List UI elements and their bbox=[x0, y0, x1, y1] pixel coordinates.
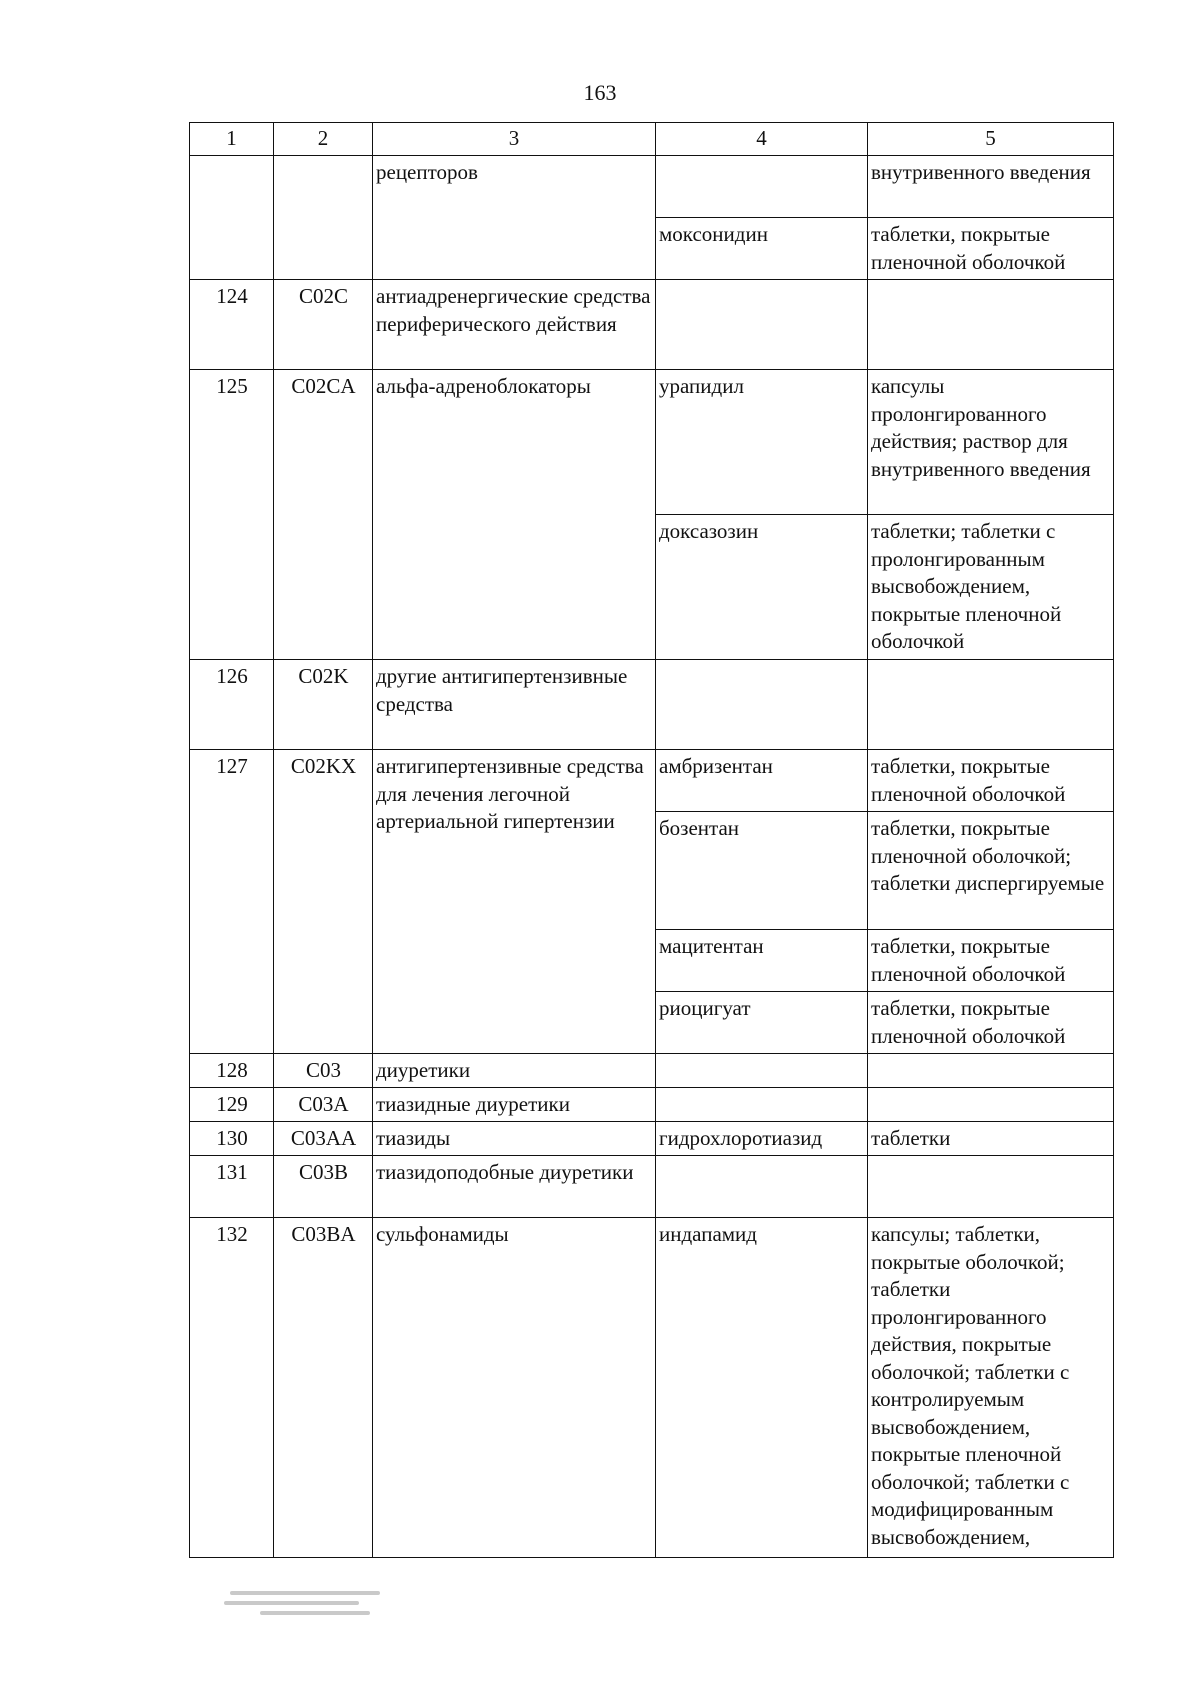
drug-name bbox=[656, 280, 868, 370]
drug-name: доксазозин bbox=[656, 515, 868, 660]
column-header: 5 bbox=[868, 123, 1114, 156]
drug-name bbox=[656, 1156, 868, 1218]
atc-code: C03BA bbox=[274, 1218, 373, 1558]
row-number: 127 bbox=[190, 750, 274, 1054]
group-name: другие антигипертензивные средства bbox=[373, 660, 656, 750]
table-row bbox=[190, 156, 1114, 218]
drug-name: моксонидин bbox=[656, 218, 868, 280]
column-header: 4 bbox=[656, 123, 868, 156]
atc-code: C02C bbox=[274, 280, 373, 370]
row-number: 130 bbox=[190, 1122, 274, 1156]
table-row bbox=[190, 1156, 1114, 1218]
table-row bbox=[190, 1088, 1114, 1122]
row-number: 129 bbox=[190, 1088, 274, 1122]
atc-code: C03AA bbox=[274, 1122, 373, 1156]
dosage-form: таблетки, покрытые пленочной оболочкой bbox=[868, 992, 1114, 1054]
group-name: тиазидоподобные диуретики bbox=[373, 1156, 656, 1218]
row-number: 125 bbox=[190, 370, 274, 660]
drug-name: амбризентан bbox=[656, 750, 868, 812]
page-number: 163 bbox=[583, 80, 617, 105]
table-row bbox=[190, 280, 1114, 370]
atc-code bbox=[274, 156, 373, 280]
drug-name: гидрохлоротиазид bbox=[656, 1122, 868, 1156]
drug-name: индапамид bbox=[656, 1218, 868, 1558]
dosage-form: таблетки, покрытые пленочной оболочкой bbox=[868, 750, 1114, 812]
drug-table bbox=[189, 122, 1114, 1558]
drug-name: бозентан bbox=[656, 812, 868, 930]
table-row bbox=[190, 750, 1114, 812]
dosage-form bbox=[868, 1156, 1114, 1218]
row-number: 124 bbox=[190, 280, 274, 370]
dosage-form: капсулы пролонгированного действия; раствор для внутривенного введения bbox=[868, 370, 1114, 515]
row-number: 132 bbox=[190, 1218, 274, 1558]
table-row bbox=[190, 370, 1114, 515]
atc-code: C02CA bbox=[274, 370, 373, 660]
dosage-form bbox=[868, 1088, 1114, 1122]
dosage-form: таблетки bbox=[868, 1122, 1114, 1156]
group-name: антигипертензивные средства для лечения легочной артериальной гипертензии bbox=[373, 750, 656, 1054]
drug-name: урапидил bbox=[656, 370, 868, 515]
drug-name: мацитентан bbox=[656, 930, 868, 992]
dosage-form: таблетки, покрытые пленочной оболочкой bbox=[868, 930, 1114, 992]
atc-code: C03A bbox=[274, 1088, 373, 1122]
group-name: тиазиды bbox=[373, 1122, 656, 1156]
group-name: рецепторов bbox=[373, 156, 656, 280]
group-name: сульфонамиды bbox=[373, 1218, 656, 1558]
row-number: 128 bbox=[190, 1054, 274, 1088]
row-number: 126 bbox=[190, 660, 274, 750]
table-row bbox=[190, 1218, 1114, 1558]
dosage-form: внутривенного введения bbox=[868, 156, 1114, 218]
faded-stamp-mark bbox=[220, 1585, 390, 1625]
table-header-row bbox=[190, 123, 1114, 156]
row-number: 131 bbox=[190, 1156, 274, 1218]
dosage-form: таблетки, покрытые пленочной оболочкой; таблетки диспергируемые bbox=[868, 812, 1114, 930]
drug-name bbox=[656, 156, 868, 218]
group-name: антиадренергические средства периферического действия bbox=[373, 280, 656, 370]
drug-name bbox=[656, 660, 868, 750]
table-row bbox=[190, 1054, 1114, 1088]
atc-code: C02K bbox=[274, 660, 373, 750]
column-header: 1 bbox=[190, 123, 274, 156]
group-name: диуретики bbox=[373, 1054, 656, 1088]
group-name: альфа-адреноблокаторы bbox=[373, 370, 656, 660]
drug-name: риоцигуат bbox=[656, 992, 868, 1054]
dosage-form: капсулы; таблетки, покрытые оболочкой; таблетки пролонгированного действия, покрытые оболочкой; таблетки с контролируемым высвобождением, покрытые пленочной оболочкой; таблетки с модифицированным высвобождением, bbox=[868, 1218, 1114, 1558]
dosage-form bbox=[868, 1054, 1114, 1088]
table-row bbox=[190, 660, 1114, 750]
dosage-form bbox=[868, 280, 1114, 370]
atc-code: C03B bbox=[274, 1156, 373, 1218]
column-header: 3 bbox=[373, 123, 656, 156]
dosage-form: таблетки; таблетки с пролонгированным высвобождением, покрытые пленочной оболочкой bbox=[868, 515, 1114, 660]
atc-code: C03 bbox=[274, 1054, 373, 1088]
atc-code: C02KX bbox=[274, 750, 373, 1054]
drug-name bbox=[656, 1054, 868, 1088]
dosage-form bbox=[868, 660, 1114, 750]
group-name: тиазидные диуретики bbox=[373, 1088, 656, 1122]
drug-name bbox=[656, 1088, 868, 1122]
row-number bbox=[190, 156, 274, 280]
column-header: 2 bbox=[274, 123, 373, 156]
dosage-form: таблетки, покрытые пленочной оболочкой bbox=[868, 218, 1114, 280]
table-row bbox=[190, 1122, 1114, 1156]
